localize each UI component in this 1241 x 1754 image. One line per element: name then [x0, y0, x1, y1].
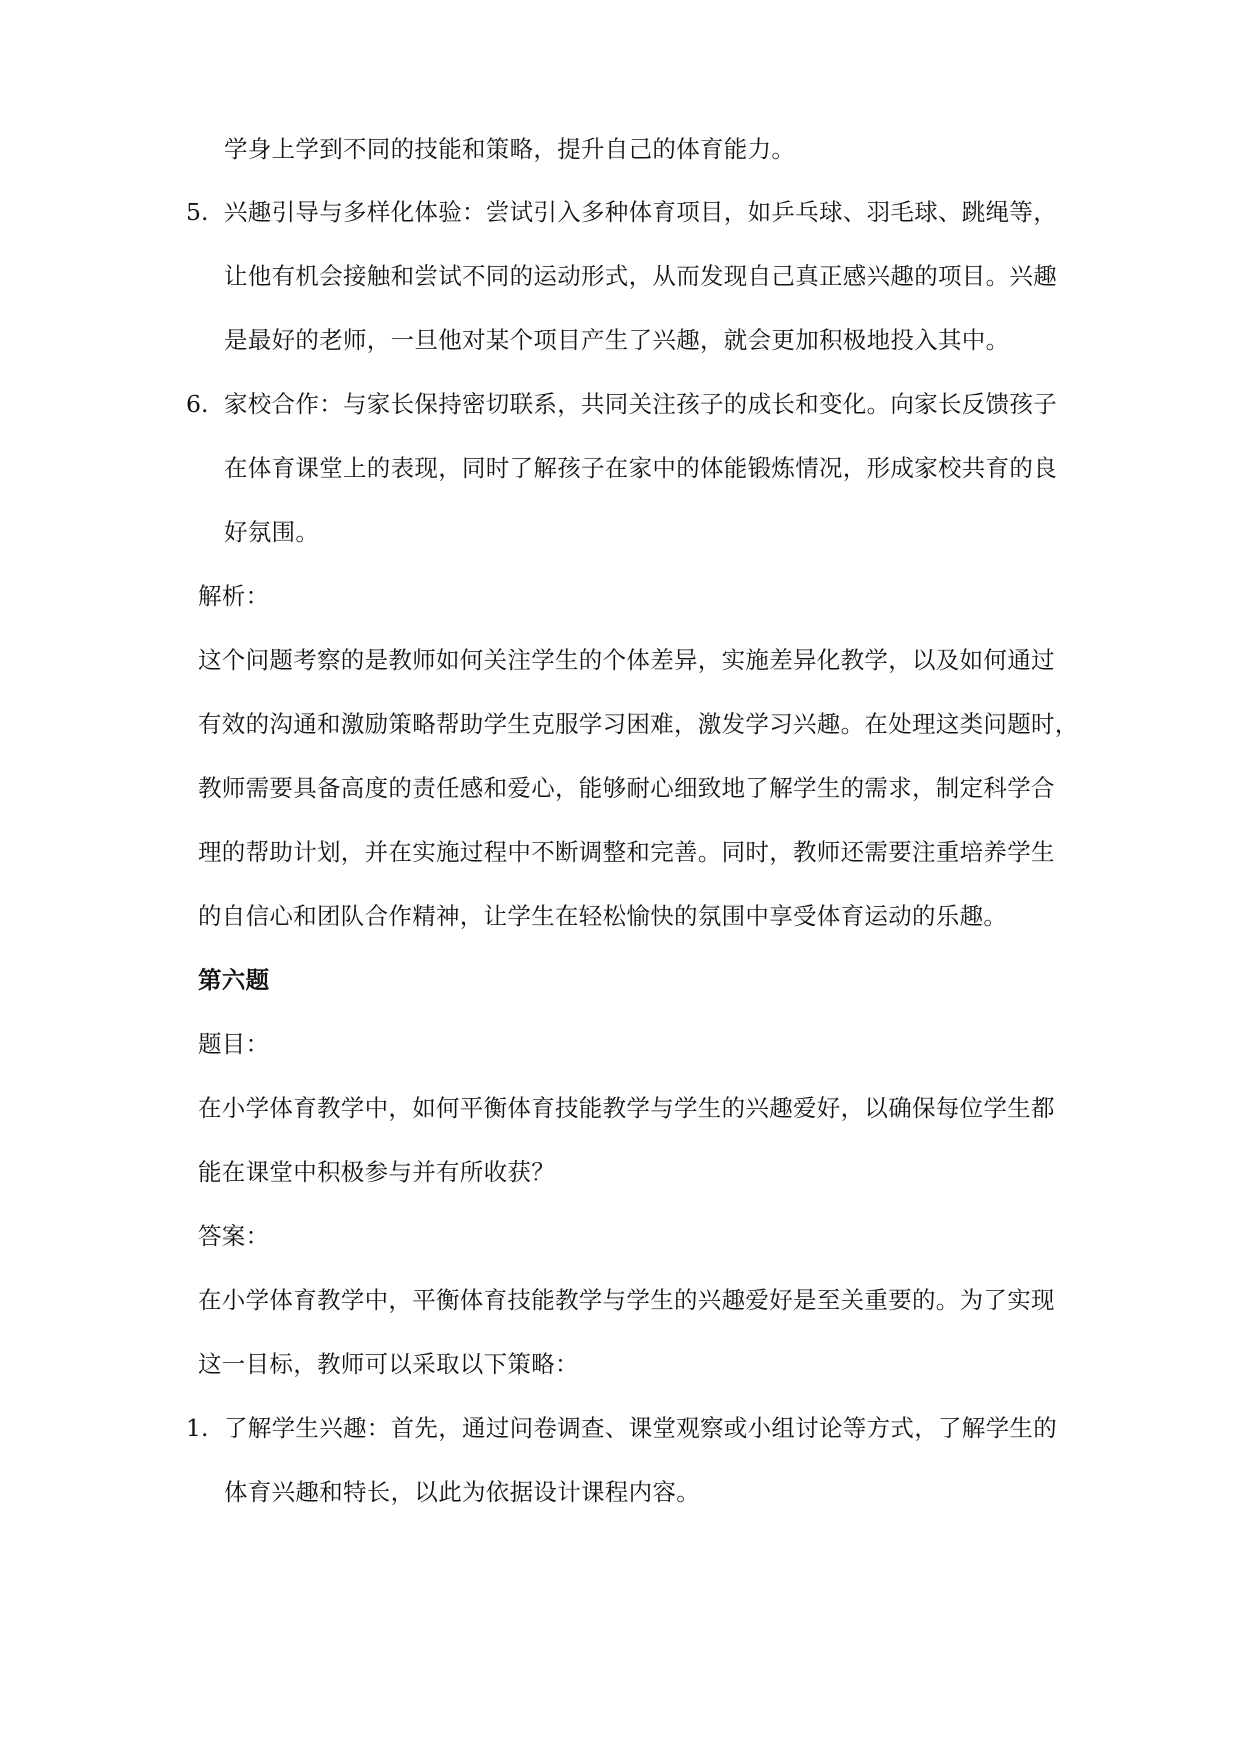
- list-number-5: 5.: [186, 198, 209, 226]
- answer-label: 答案：: [198, 1222, 270, 1250]
- answer-line-1: 在小学体育教学中，平衡体育技能教学与学生的兴趣爱好是至关重要的。为了实现: [198, 1286, 1055, 1314]
- analysis-line-3: 教师需要具备高度的责任感和爱心，能够耐心细致地了解学生的需求，制定科学合: [198, 774, 1055, 802]
- item5-line-3: 是最好的老师，一旦他对某个项目产生了兴趣，就会更加积极地投入其中。: [224, 326, 1010, 354]
- question-line-1: 在小学体育教学中，如何平衡体育技能教学与学生的兴趣爱好，以确保每位学生都: [198, 1094, 1055, 1122]
- item1-line-2: 体育兴趣和特长，以此为依据设计课程内容。: [224, 1478, 700, 1506]
- item6-line-1: 家校合作：与家长保持密切联系，共同关注孩子的成长和变化。向家长反馈孩子: [224, 390, 1057, 418]
- item1-line-1: 了解学生兴趣：首先，通过问卷调查、课堂观察或小组讨论等方式，了解学生的: [224, 1414, 1057, 1442]
- item6-line-3: 好氛围。: [224, 518, 320, 546]
- section-heading: 第六题: [198, 966, 270, 994]
- question-line-2: 能在课堂中积极参与并有所收获？: [198, 1158, 555, 1186]
- list-number-1: 1.: [186, 1414, 209, 1442]
- analysis-line-4: 理的帮助计划，并在实施过程中不断调整和完善。同时，教师还需要注重培养学生: [198, 838, 1055, 866]
- item5-line-1: 兴趣引导与多样化体验：尝试引入多种体育项目，如乒乓球、羽毛球、跳绳等，: [224, 198, 1057, 226]
- analysis-line-1: 这个问题考察的是教师如何关注学生的个体差异，实施差异化教学，以及如何通过: [198, 646, 1055, 674]
- item5-line-2: 让他有机会接触和尝试不同的运动形式，从而发现自己真正感兴趣的项目。兴趣: [224, 262, 1057, 290]
- continuation-line-1: 学身上学到不同的技能和策略，提升自己的体育能力。: [224, 135, 796, 163]
- analysis-line-2: 有效的沟通和激励策略帮助学生克服学习困难，激发学习兴趣。在处理这类问题时，: [198, 710, 1079, 738]
- list-number-6: 6.: [186, 390, 209, 418]
- item6-line-2: 在体育课堂上的表现，同时了解孩子在家中的体能锻炼情况，形成家校共育的良: [224, 454, 1057, 482]
- analysis-label: 解析：: [198, 582, 270, 610]
- analysis-line-5: 的自信心和团队合作精神，让学生在轻松愉快的氛围中享受体育运动的乐趣。: [198, 902, 1008, 930]
- question-label: 题目：: [198, 1030, 270, 1058]
- answer-line-2: 这一目标，教师可以采取以下策略：: [198, 1350, 579, 1378]
